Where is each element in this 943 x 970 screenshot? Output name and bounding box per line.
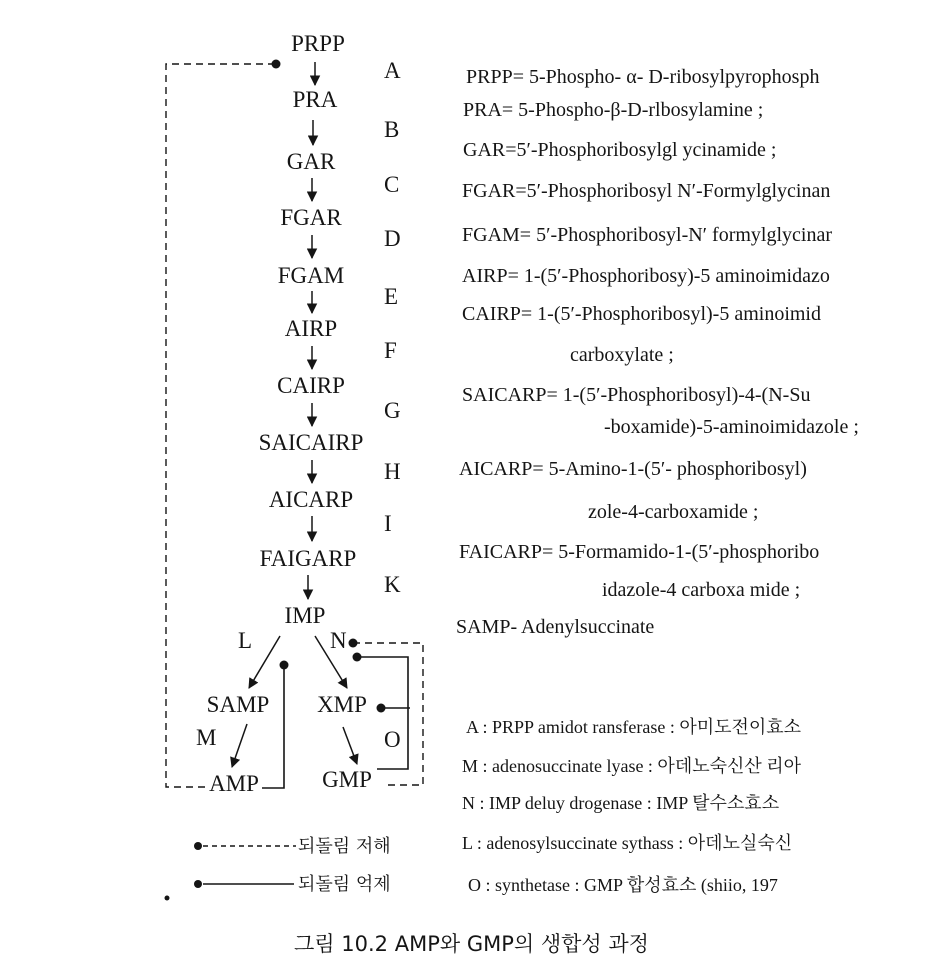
legend-dashed-label: 되돌림 저해 bbox=[298, 836, 391, 857]
enzyme-k: K bbox=[384, 572, 401, 597]
definition-fgar: FGAR=5′-Phosphoribosyl N′-Formylglycinan bbox=[462, 180, 831, 202]
molecule-pra: PRA bbox=[292, 87, 338, 112]
enzyme-n: N bbox=[330, 628, 347, 653]
figure-caption: 그림 10.2 AMP와 GMP의 생합성 과정 bbox=[294, 932, 649, 956]
enzyme-m: M bbox=[196, 725, 217, 750]
enzyme-f: F bbox=[384, 338, 397, 363]
definition-samp: SAMP- Adenylsuccinate bbox=[456, 616, 655, 638]
enzyme-o: O bbox=[384, 727, 401, 752]
molecule-aicarp: AICARP bbox=[268, 487, 354, 512]
enzyme-list-a: A : PRPP amidot ransferase : 아미도전이효소 bbox=[466, 717, 802, 737]
molecule-fgar: FGAR bbox=[280, 205, 342, 230]
molecule-saicairp: SAICAIRP bbox=[258, 430, 364, 455]
molecule-faigarp: FAIGARP bbox=[259, 546, 357, 571]
definition-cairp-cont: carboxylate ; bbox=[570, 344, 674, 366]
enzyme-list-m: M : adenosuccinate lyase : 아데노숙신산 리아 bbox=[462, 756, 802, 776]
enzyme-i: I bbox=[384, 511, 392, 536]
molecule-prpp: PRPP bbox=[291, 31, 345, 56]
molecule-fgam: FGAM bbox=[277, 263, 345, 288]
definition-faicarp: FAICARP= 5-Formamido-1-(5′-phosphoribo bbox=[459, 541, 820, 563]
molecule-samp: SAMP bbox=[206, 692, 270, 717]
definition-fgam: FGAM= 5′-Phosphoribosyl-N′ formylglycinar bbox=[462, 224, 833, 246]
definition-airp: AIRP= 1-(5′-Phosphoribosy)-5 aminoimidazo bbox=[462, 265, 830, 287]
enzyme-g: G bbox=[384, 398, 401, 423]
definition-saicarp: SAICARP= 1-(5′-Phosphoribosyl)-4-(N-Su bbox=[462, 384, 811, 406]
legend-solid-label: 되돌림 억제 bbox=[298, 874, 391, 895]
definition-pra: PRA= 5-Phospho-β-D-rlbosylamine ; bbox=[463, 99, 764, 121]
enzyme-b: B bbox=[384, 117, 400, 142]
molecule-gar: GAR bbox=[286, 149, 336, 174]
molecule-airp: AIRP bbox=[284, 316, 338, 341]
molecule-cairp: CAIRP bbox=[277, 373, 345, 398]
molecule-amp: AMP bbox=[209, 771, 259, 796]
enzyme-list-n: N : IMP deluy drogenase : IMP 탈수소효소 bbox=[462, 793, 780, 813]
definition-faicarp-cont: idazole-4 carboxa mide ; bbox=[602, 579, 801, 601]
enzyme-a: A bbox=[384, 58, 401, 83]
enzyme-l: L bbox=[238, 628, 253, 653]
molecule-xmp: XMP bbox=[317, 692, 367, 717]
enzyme-list-l: L : adenosylsuccinate sythass : 아데노실숙신 bbox=[462, 833, 793, 853]
definition-prpp: PRPP= 5-Phospho- α- D-ribosylpyrophosph bbox=[466, 66, 820, 88]
molecule-gmp: GMP bbox=[322, 767, 372, 792]
enzyme-h: H bbox=[384, 459, 401, 484]
definition-aicarp-cont: zole-4-carboxamide ; bbox=[588, 501, 759, 523]
definition-saicarp-cont: -boxamide)-5-aminoimidazole ; bbox=[604, 416, 859, 438]
definition-cairp: CAIRP= 1-(5′-Phosphoribosyl)-5 aminoimid bbox=[462, 303, 821, 325]
enzyme-e: E bbox=[384, 284, 399, 309]
enzyme-d: D bbox=[384, 226, 401, 251]
enzyme-c: C bbox=[384, 172, 400, 197]
definition-aicarp: AICARP= 5-Amino-1-(5′- phosphoribosyl) bbox=[459, 458, 807, 480]
definition-gar: GAR=5′-Phosphoribosylgl ycinamide ; bbox=[463, 139, 777, 161]
molecule-imp: IMP bbox=[284, 603, 326, 628]
enzyme-list-o: O : synthetase : GMP 합성효소 (shiio, 197 bbox=[468, 875, 778, 895]
